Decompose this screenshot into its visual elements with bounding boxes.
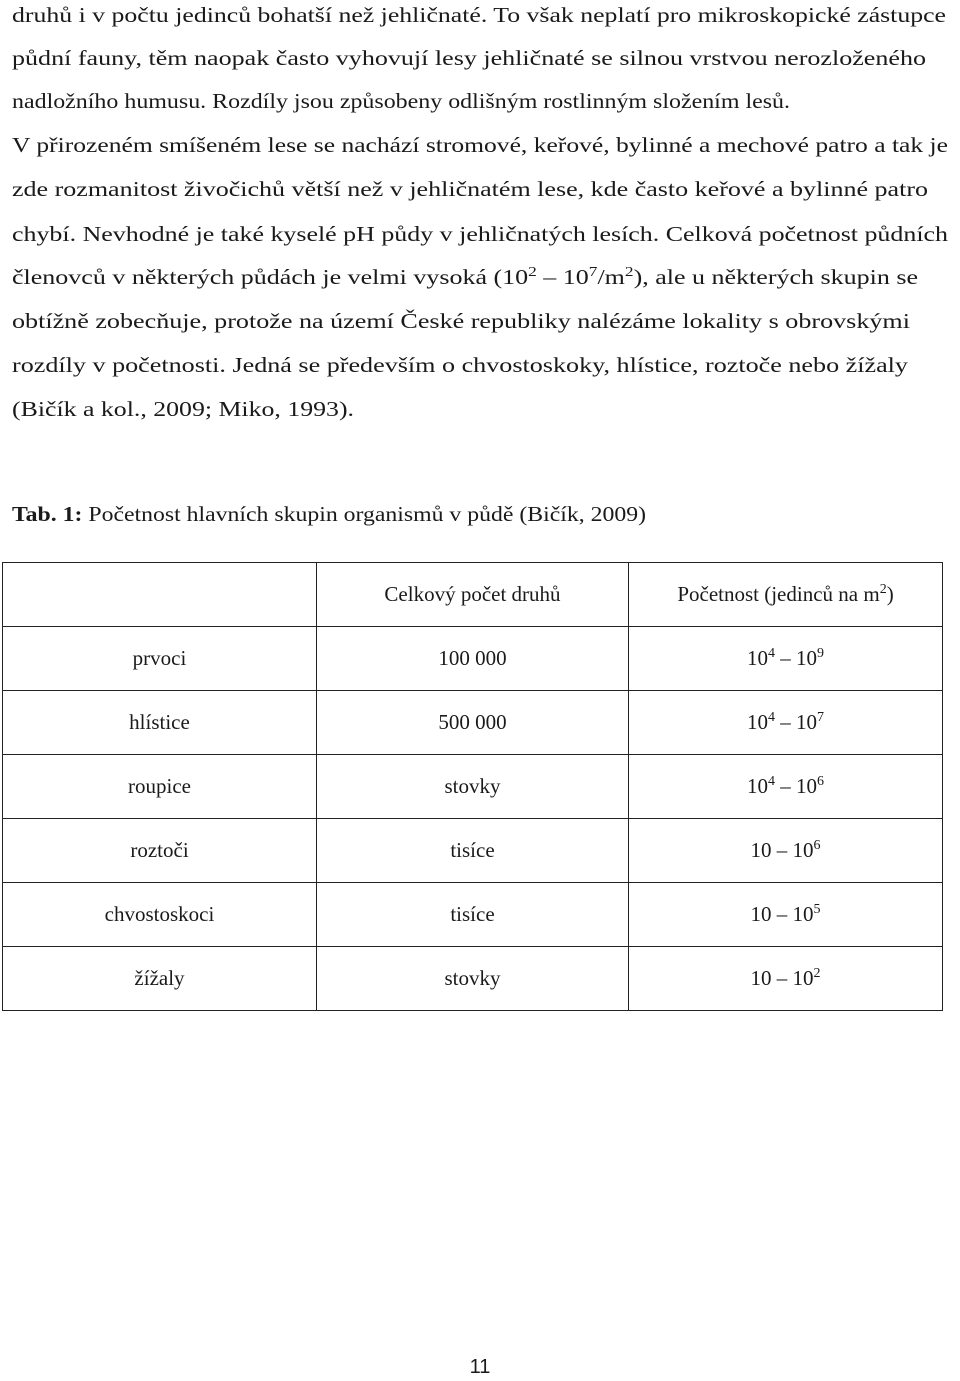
species-count-cell: stovky bbox=[317, 947, 629, 1011]
exponent: 2 bbox=[624, 265, 634, 280]
exponent: 6 bbox=[817, 774, 824, 789]
abundance-cell bbox=[629, 691, 943, 755]
exponent: 4 bbox=[768, 774, 775, 789]
range-dash: – bbox=[771, 902, 793, 926]
base: 10 bbox=[750, 966, 772, 990]
table-row bbox=[3, 819, 943, 883]
header-cell-empty bbox=[3, 563, 317, 627]
organism-name-cell: roztoči bbox=[3, 819, 317, 883]
exponent: 2 bbox=[528, 265, 537, 280]
text-fragment: /m bbox=[597, 265, 625, 289]
text-line-content: obtížně zobecňuje, protože na území České republiky nalézáme lokality s obrovskými bbox=[12, 309, 910, 333]
text-line bbox=[12, 219, 948, 249]
base: 10 bbox=[750, 838, 772, 862]
range-dash: – bbox=[775, 774, 796, 798]
text-line bbox=[12, 350, 908, 380]
base: 10 bbox=[792, 902, 814, 926]
text-line bbox=[12, 306, 910, 336]
text-line-content: V přirozeném smíšeném lese se nachází stromové, keřové, bylinné a mechové patro a tak je bbox=[12, 133, 948, 157]
abundance-cell bbox=[629, 883, 943, 947]
text-line bbox=[12, 0, 947, 30]
species-count-cell: stovky bbox=[317, 755, 629, 819]
species-count-cell: tisíce bbox=[317, 819, 629, 883]
organism-name-cell: hlístice bbox=[3, 691, 317, 755]
abundance-cell bbox=[629, 819, 943, 883]
header-cell-abundance bbox=[629, 563, 943, 627]
base: 10 bbox=[747, 646, 768, 670]
text-line bbox=[12, 394, 354, 424]
exponent: 4 bbox=[768, 646, 775, 661]
base: 10 bbox=[792, 966, 814, 990]
text-line-content: chybí. Nevhodné je také kyselé pH půdy v jehličnatých lesích. Celková početnost půdních bbox=[12, 222, 948, 246]
text-line bbox=[12, 43, 926, 73]
text-line-content: zde rozmanitost živočichů větší než v jehličnatém lese, kde často keřové a bylinné patro bbox=[12, 177, 928, 201]
base: 10 bbox=[796, 710, 817, 734]
table-row bbox=[3, 691, 943, 755]
base: 10 bbox=[796, 774, 817, 798]
abundance-cell bbox=[629, 947, 943, 1011]
range-dash: – bbox=[771, 838, 793, 862]
exponent: 7 bbox=[817, 710, 824, 725]
exponent: 2 bbox=[813, 966, 821, 981]
base: 10 bbox=[796, 646, 817, 670]
table-caption bbox=[12, 499, 646, 529]
range-dash: – bbox=[775, 710, 796, 734]
species-count-cell: 500 000 bbox=[317, 691, 629, 755]
text-fragment: – 10 bbox=[536, 265, 589, 289]
text-line bbox=[12, 86, 790, 116]
table-row bbox=[3, 627, 943, 691]
text-line-content bbox=[12, 262, 918, 292]
header-text: Početnost (jedinců na m bbox=[677, 582, 880, 606]
text-line bbox=[12, 130, 948, 160]
exponent: 2 bbox=[879, 582, 887, 597]
abundance-cell bbox=[629, 755, 943, 819]
organism-name-cell: roupice bbox=[3, 755, 317, 819]
base: 10 bbox=[792, 838, 814, 862]
text-fragment: ), ale u některých skupin se bbox=[633, 265, 918, 289]
text-line bbox=[12, 174, 928, 204]
text-fragment: členovců v některých půdách je velmi vysoká (10 bbox=[12, 265, 529, 289]
text-line-content: druhů i v počtu jedinců bohatší než jehličnaté. To však neplatí pro mikroskopické zástupce bbox=[12, 3, 947, 27]
abundance-table bbox=[2, 562, 943, 1011]
base: 10 bbox=[747, 774, 768, 798]
caption-label: Tab. 1: bbox=[12, 502, 83, 526]
exponent: 9 bbox=[817, 646, 824, 661]
table-row bbox=[3, 755, 943, 819]
species-count-cell: tisíce bbox=[317, 883, 629, 947]
exponent: 6 bbox=[813, 838, 821, 853]
organism-name-cell: prvoci bbox=[3, 627, 317, 691]
exponent: 4 bbox=[768, 710, 775, 725]
page-number: 11 bbox=[469, 1356, 491, 1378]
caption-text: Početnost hlavních skupin organismů v půdě (Bičík, 2009) bbox=[82, 502, 646, 526]
header-cell-species-count: Celkový počet druhů bbox=[317, 563, 629, 627]
exponent: 5 bbox=[813, 902, 821, 917]
table-header-row bbox=[3, 563, 943, 627]
text-line-content: nadložního humusu. Rozdíly jsou způsobeny odlišným rostlinným složením lesů. bbox=[12, 89, 790, 113]
organism-name-cell: chvostoskoci bbox=[3, 883, 317, 947]
base: 10 bbox=[750, 902, 772, 926]
text-line bbox=[12, 262, 918, 292]
text-line-content: rozdíly v početnosti. Jedná se především o chvostoskoky, hlístice, roztoče nebo žížaly bbox=[12, 353, 908, 377]
exponent: 7 bbox=[588, 265, 598, 280]
abundance-cell bbox=[629, 627, 943, 691]
species-count-cell: 100 000 bbox=[317, 627, 629, 691]
table-row bbox=[3, 947, 943, 1011]
header-text: ) bbox=[886, 582, 894, 606]
range-dash: – bbox=[775, 646, 796, 670]
organism-name-cell: žížaly bbox=[3, 947, 317, 1011]
caption-content bbox=[12, 499, 646, 529]
text-line-content: (Bičík a kol., 2009; Miko, 1993). bbox=[12, 397, 354, 421]
base: 10 bbox=[747, 710, 768, 734]
text-line-content: půdní fauny, těm naopak často vyhovují lesy jehličnaté se silnou vrstvou nerozloženého bbox=[12, 46, 926, 70]
table-row bbox=[3, 883, 943, 947]
range-dash: – bbox=[771, 966, 793, 990]
